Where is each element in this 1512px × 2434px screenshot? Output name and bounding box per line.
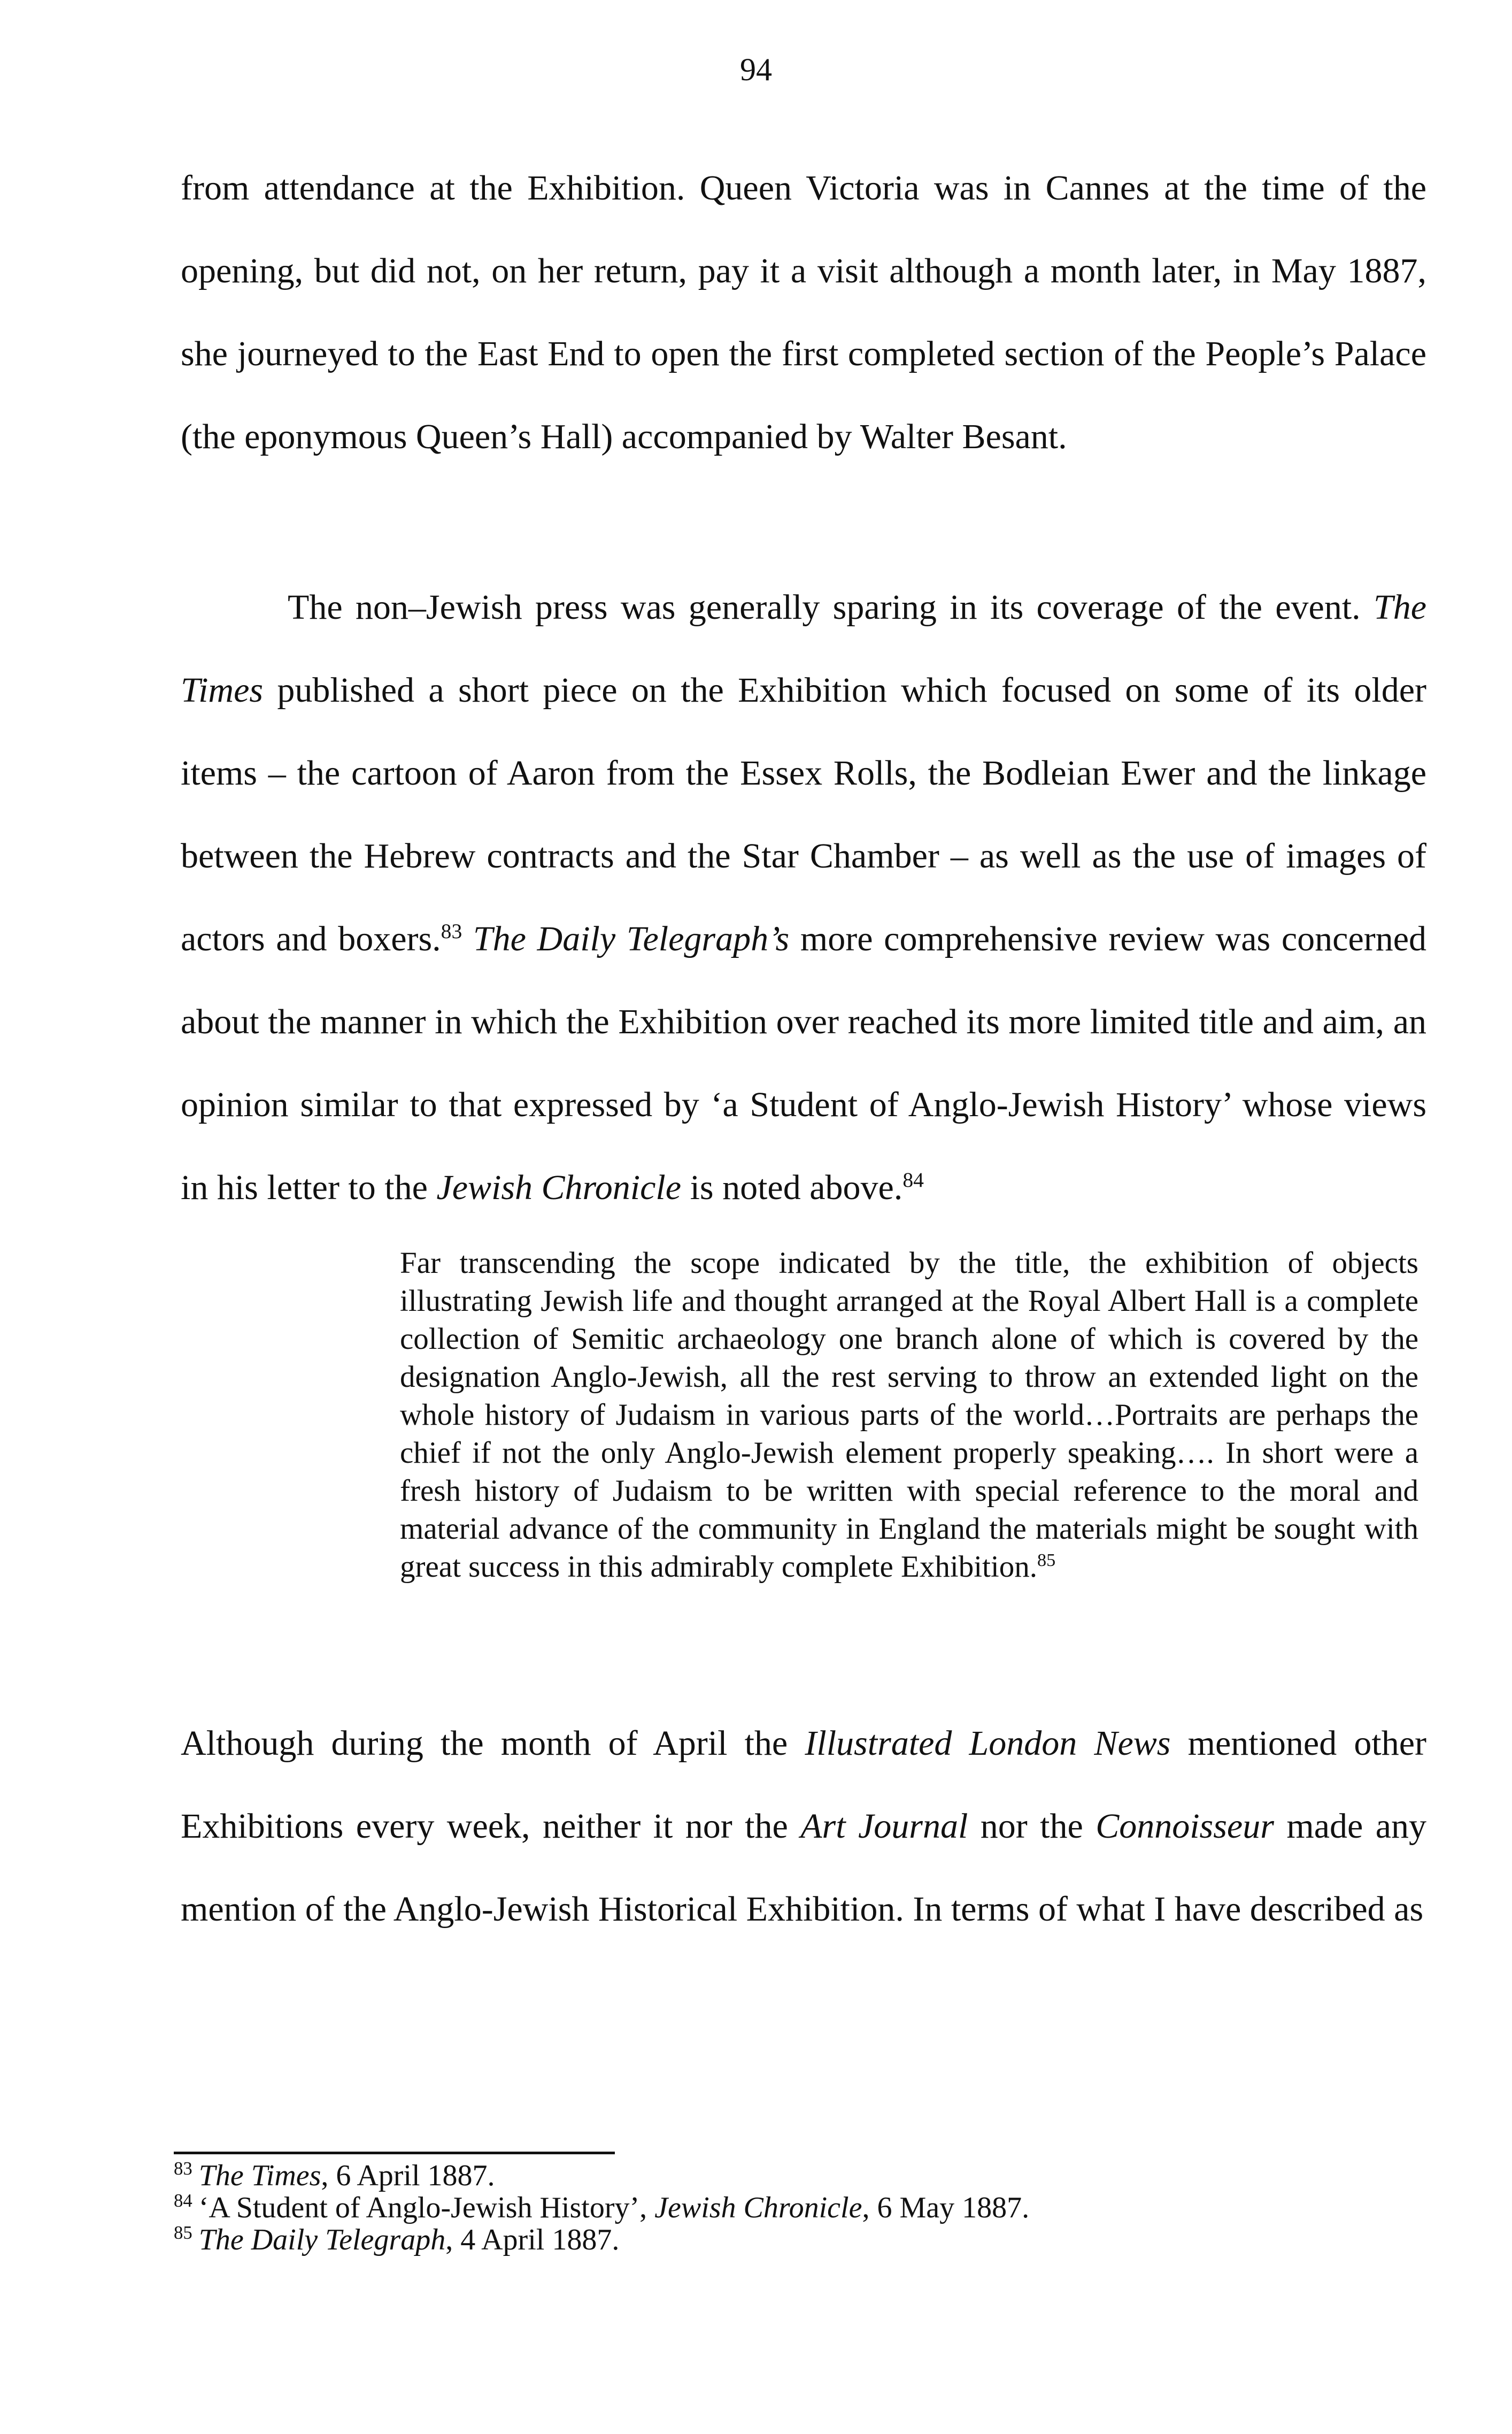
footnote-ref-83: 83 (441, 919, 462, 943)
body-paragraph-3 (181, 1702, 1426, 1951)
body-paragraph-1 (181, 147, 1426, 478)
footnote-title: The Daily Telegraph (198, 2223, 446, 2256)
paragraph-2-text-3 (462, 919, 473, 958)
paragraph-3-text-3: nor the (968, 1807, 1096, 1846)
footnote-84 (174, 2192, 1403, 2224)
paragraph-3-title-connoisseur: Connoisseur (1096, 1807, 1274, 1846)
block-quote (400, 1244, 1418, 1586)
paragraph-3-text-4: made any mention of the Anglo-Jewish Historical Exhibition. In terms of what I have described as (181, 1807, 1427, 1929)
paragraph-2-title-times: The Times (181, 588, 1426, 710)
body-paragraph-2 (181, 566, 1426, 1229)
footnote-text: , 6 April 1887. (321, 2159, 495, 2192)
paragraph-3-text-1: Although during the month of April the (181, 1724, 805, 1763)
paragraph-2-text-2: published a short piece on the Exhibition which focused on some of its older items – the cartoon of Aaron from the Essex Rolls, the Bodleian Ewer and the linkage between the Hebrew contracts and the Star Chamber – as well as the use of images of actors and boxers. (181, 671, 1426, 958)
footnotes-list (174, 2160, 1403, 2256)
paragraph-2-title-chronicle: Jewish Chronicle (436, 1168, 682, 1207)
footnote-title: Jewish Chronicle (654, 2191, 862, 2224)
footnote-ref-85: 85 (1037, 1550, 1056, 1570)
paragraph-3-title-iln: Illustrated London News (805, 1724, 1171, 1763)
footnote-number: 85 (174, 2222, 192, 2244)
paragraph-3-text-2: mentioned other Exhibitions every week, neither it nor the (181, 1724, 1426, 1846)
footnote-85 (174, 2224, 1403, 2256)
block-quote-text: Far transcending the scope indicated by the title, the exhibition of objects illustrating Jewish life and thought arranged at the Royal Albert Hall is a complete collection of Semitic archaeology one branch alone of which is covered by the designation Anglo-Jewish, all the rest serving to throw an extended light on the whole history of Judaism in various parts of the world…Portraits are perhaps the chief if not the only Anglo-Jewish element properly speaking…. In short were a fresh history of Judaism to be written with special reference to the moral and material advance of the community in England the materials might be sought with great success in this admirably complete Exhibition. (400, 1246, 1418, 1584)
paragraph-2-text-5: is noted above. (681, 1168, 903, 1207)
paragraph-2-text-4: more comprehensive review was concerned about the manner in which the Exhibition over reached its more limited title and aim, an opinion similar to that expressed by ‘a Student of Anglo-Jewish History’ whose views in his letter to the (181, 919, 1427, 1207)
footnote-text: , 4 April 1887. (445, 2223, 620, 2256)
footnote-number: 84 (174, 2190, 192, 2212)
footnote-ref-84: 84 (902, 1168, 924, 1192)
footnote-text-before: ‘A Student of Anglo-Jewish History’, (198, 2191, 655, 2224)
paragraph-3-title-art-journal: Art Journal (800, 1807, 968, 1846)
paragraph-2-title-telegraph: The Daily Telegraph’s (473, 919, 790, 958)
footnote-separator (174, 2152, 615, 2154)
footnote-text: , 6 May 1887. (862, 2191, 1030, 2224)
footnote-title: The Times (198, 2159, 321, 2192)
footnote-83 (174, 2160, 1403, 2192)
page-number: 94 (740, 52, 772, 87)
paragraph-1-text: from attendance at the Exhibition. Queen Victoria was in Cannes at the time of the opening, but did not, on her return, pay it a visit although a month later, in May 1887, she journeyed to the East End to open the first completed section of the People’s Palace (the eponymous Queen’s Hall) accompanied by Walter Besant. (181, 168, 1426, 456)
footnote-number: 83 (174, 2158, 192, 2179)
paragraph-2-text-1: The non–Jewish press was generally sparing in its coverage of the event. (288, 588, 1374, 627)
